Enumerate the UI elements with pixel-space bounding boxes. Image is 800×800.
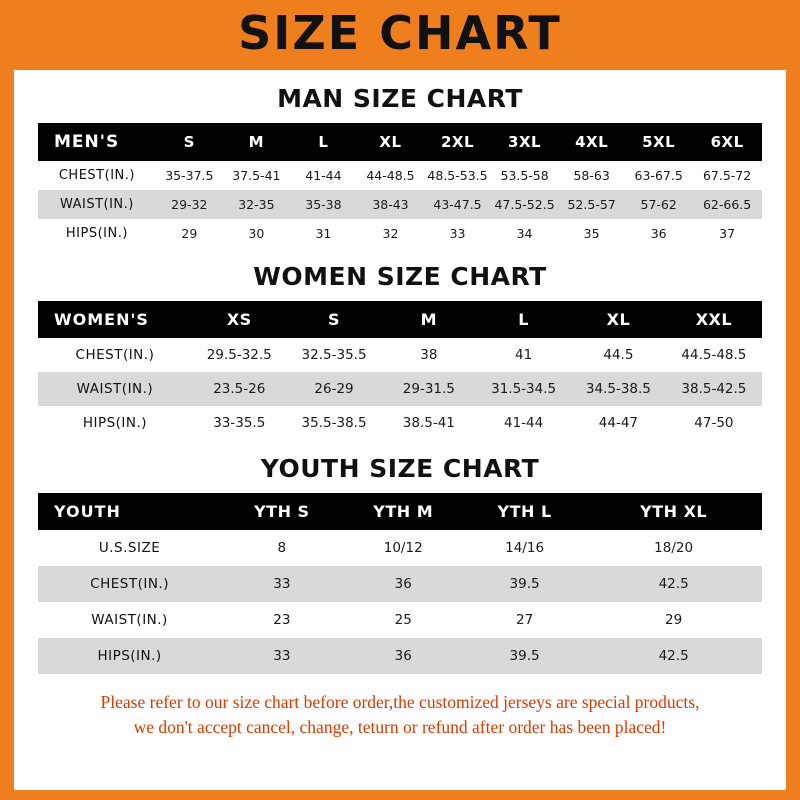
- page-title: SIZE CHART: [238, 6, 562, 60]
- col-header-5xl: 5XL: [625, 123, 692, 161]
- cell: 39.5: [464, 638, 585, 674]
- youth-table-header: [38, 493, 762, 530]
- cell: 26-29: [287, 372, 382, 406]
- cell: 35-37.5: [156, 161, 223, 190]
- section-women-size-chart: [38, 262, 762, 440]
- col-header-6xl: 6XL: [692, 123, 762, 161]
- cell: 29: [585, 602, 762, 638]
- women-table-body: [38, 338, 762, 440]
- col-header-l: L: [290, 123, 357, 161]
- cell: 37.5-41: [223, 161, 290, 190]
- section-man-size-chart: [38, 84, 762, 248]
- col-header-yth-xl: YTH XL: [585, 493, 762, 530]
- section-title-women: WOMEN SIZE CHART: [253, 262, 547, 291]
- col-header-3xl: 3XL: [491, 123, 558, 161]
- cell: 38: [381, 338, 476, 372]
- cell: 63-67.5: [625, 161, 692, 190]
- women-table-header: [38, 301, 762, 338]
- table-row: [38, 566, 762, 602]
- cell: 27: [464, 602, 585, 638]
- cell: 23.5-26: [192, 372, 287, 406]
- col-header-youth: YOUTH: [38, 493, 221, 530]
- cell: 41: [476, 338, 571, 372]
- col-header-xxl: XXL: [666, 301, 762, 338]
- man-size-table: [38, 123, 762, 248]
- cell: 44-48.5: [357, 161, 424, 190]
- footer-note: [38, 690, 762, 741]
- cell: 8: [221, 530, 342, 566]
- table-row: [38, 530, 762, 566]
- row-label-waist: WAIST(IN.): [38, 602, 221, 638]
- col-header-xl: XL: [357, 123, 424, 161]
- row-label-waist: WAIST(IN.): [38, 190, 156, 219]
- table-row: [38, 338, 762, 372]
- cell: 39.5: [464, 566, 585, 602]
- col-header-s: S: [287, 301, 382, 338]
- col-header-yth-l: YTH L: [464, 493, 585, 530]
- row-label-chest: CHEST(IN.): [38, 566, 221, 602]
- cell: 18/20: [585, 530, 762, 566]
- row-label-hips: HIPS(IN.): [38, 638, 221, 674]
- cell: 33: [424, 219, 491, 248]
- col-header-m: M: [223, 123, 290, 161]
- cell: 62-66.5: [692, 190, 762, 219]
- cell: 36: [343, 638, 464, 674]
- cell: 35-38: [290, 190, 357, 219]
- row-label-hips: HIPS(IN.): [38, 406, 192, 440]
- section-title-youth: YOUTH SIZE CHART: [260, 454, 540, 483]
- col-header-mens: MEN'S: [38, 123, 156, 161]
- cell: 35.5-38.5: [287, 406, 382, 440]
- youth-table-body: [38, 530, 762, 674]
- footer-note-line1: Please refer to our size chart before order,the customized jerseys are special products,: [100, 692, 700, 712]
- col-header-s: S: [156, 123, 223, 161]
- footer-note-line2: we don't accept cancel, change, teturn or refund after order has been placed!: [133, 717, 667, 738]
- cell: 35: [558, 219, 625, 248]
- cell: 32: [357, 219, 424, 248]
- row-label-us-size: U.S.SIZE: [38, 530, 221, 566]
- col-header-m: M: [381, 301, 476, 338]
- cell: 41-44: [476, 406, 571, 440]
- cell: 34: [491, 219, 558, 248]
- cell: 29-32: [156, 190, 223, 219]
- youth-size-table: [38, 493, 762, 674]
- table-row: [38, 219, 762, 248]
- women-size-table: [38, 301, 762, 440]
- table-row: [38, 638, 762, 674]
- col-header-xl: XL: [571, 301, 666, 338]
- col-header-womens: WOMEN'S: [38, 301, 192, 338]
- cell: 38.5-42.5: [666, 372, 762, 406]
- cell: 34.5-38.5: [571, 372, 666, 406]
- section-youth-size-chart: [38, 454, 762, 674]
- cell: 31.5-34.5: [476, 372, 571, 406]
- cell: 33: [221, 566, 342, 602]
- cell: 10/12: [343, 530, 464, 566]
- cell: 38-43: [357, 190, 424, 219]
- cell: 67.5-72: [692, 161, 762, 190]
- table-row: [38, 602, 762, 638]
- cell: 44.5-48.5: [666, 338, 762, 372]
- row-label-waist: WAIST(IN.): [38, 372, 192, 406]
- cell: 47.5-52.5: [491, 190, 558, 219]
- cell: 48.5-53.5: [424, 161, 491, 190]
- table-header-row: [38, 301, 762, 338]
- content-area: [14, 84, 786, 741]
- cell: 41-44: [290, 161, 357, 190]
- cell: 53.5-58: [491, 161, 558, 190]
- cell: 58-63: [558, 161, 625, 190]
- cell: 44.5: [571, 338, 666, 372]
- cell: 29-31.5: [381, 372, 476, 406]
- cell: 23: [221, 602, 342, 638]
- table-row: [38, 372, 762, 406]
- cell: 31: [290, 219, 357, 248]
- col-header-yth-m: YTH M: [343, 493, 464, 530]
- cell: 25: [343, 602, 464, 638]
- col-header-4xl: 4XL: [558, 123, 625, 161]
- table-row: [38, 161, 762, 190]
- row-label-chest: CHEST(IN.): [38, 161, 156, 190]
- col-header-l: L: [476, 301, 571, 338]
- cell: 38.5-41: [381, 406, 476, 440]
- header-banner: [0, 0, 800, 70]
- cell: 36: [625, 219, 692, 248]
- man-table-body: [38, 161, 762, 248]
- cell: 33: [221, 638, 342, 674]
- section-title-man: MAN SIZE CHART: [277, 84, 523, 113]
- cell: 44-47: [571, 406, 666, 440]
- table-row: [38, 190, 762, 219]
- table-row: [38, 406, 762, 440]
- cell: 37: [692, 219, 762, 248]
- cell: 33-35.5: [192, 406, 287, 440]
- cell: 57-62: [625, 190, 692, 219]
- cell: 42.5: [585, 638, 762, 674]
- cell: 14/16: [464, 530, 585, 566]
- table-header-row: [38, 493, 762, 530]
- col-header-yth-s: YTH S: [221, 493, 342, 530]
- cell: 43-47.5: [424, 190, 491, 219]
- cell: 36: [343, 566, 464, 602]
- cell: 47-50: [666, 406, 762, 440]
- row-label-chest: CHEST(IN.): [38, 338, 192, 372]
- row-label-hips: HIPS(IN.): [38, 219, 156, 248]
- cell: 29.5-32.5: [192, 338, 287, 372]
- cell: 30: [223, 219, 290, 248]
- cell: 29: [156, 219, 223, 248]
- col-header-xs: XS: [192, 301, 287, 338]
- table-header-row: [38, 123, 762, 161]
- man-table-header: [38, 123, 762, 161]
- cell: 32-35: [223, 190, 290, 219]
- cell: 52.5-57: [558, 190, 625, 219]
- cell: 32.5-35.5: [287, 338, 382, 372]
- col-header-2xl: 2XL: [424, 123, 491, 161]
- cell: 42.5: [585, 566, 762, 602]
